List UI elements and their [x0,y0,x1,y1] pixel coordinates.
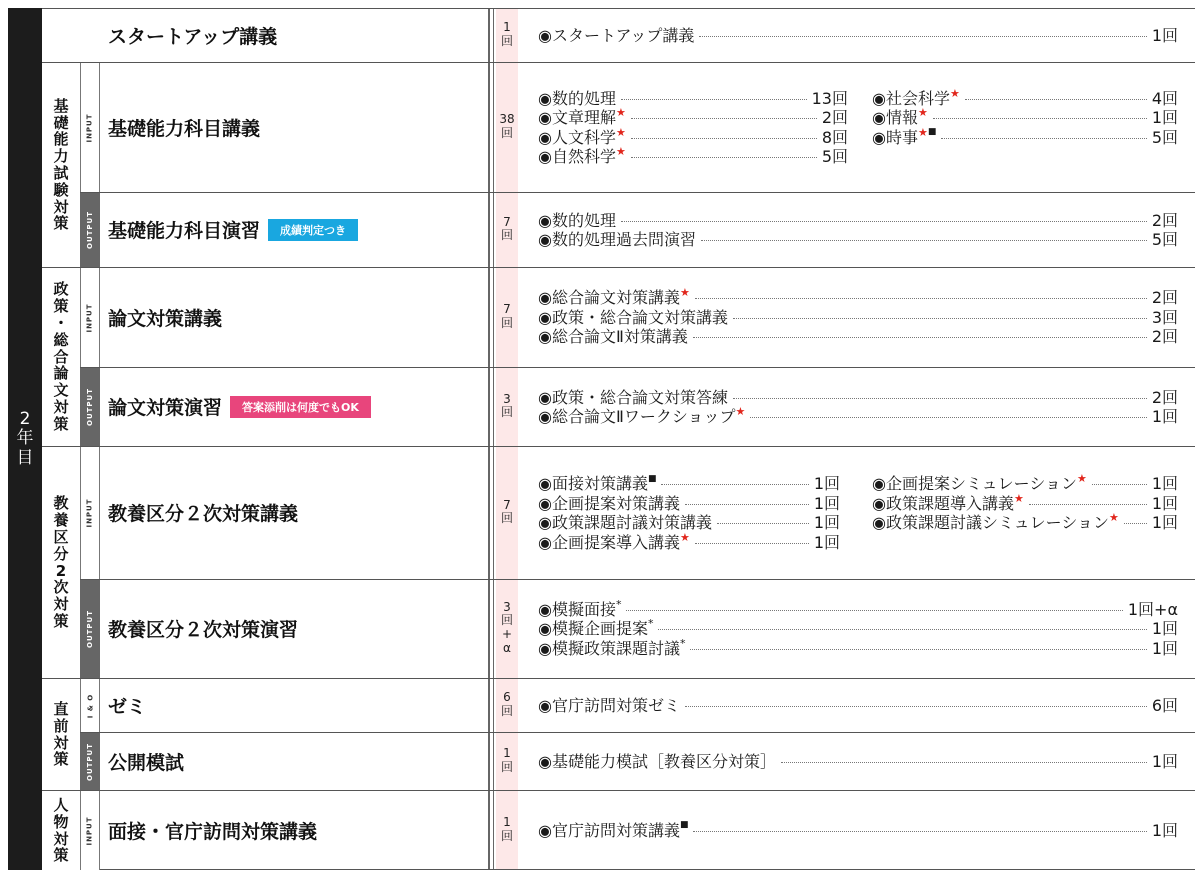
section-title [108,62,260,192]
category-label [42,62,80,267]
category-char: 合 [53,347,69,366]
category-label [42,678,80,790]
section-title-text: 基礎能力科目講義 [108,117,261,140]
item-name: ◉情報 [872,108,918,127]
item-name: ◉政策課題討議シミュレーション [872,513,1110,532]
section-title-text: ゼミ [108,695,147,718]
leader-dots [631,138,817,139]
leader-dots [695,298,1147,299]
leader-dots [699,36,1146,37]
list-item [872,88,1178,106]
session-count-char: 1 [503,20,511,34]
item-count: 5回 [1151,230,1178,249]
session-count-char: 回 [500,703,513,718]
session-count-char: 回 [500,511,513,526]
star-icon: ★ [917,125,928,139]
category-char: 養 [53,511,69,530]
section-title-text: 公開模試 [108,751,185,774]
list-item [538,493,840,511]
category-char: 策 [53,846,69,865]
item-count: 6回 [1151,695,1178,715]
item-count: 1回 [813,513,840,532]
leader-dots [695,543,809,544]
leader-dots [717,523,809,524]
item-name: ◉官庁訪問対策講義 [538,820,680,840]
item-count: 1回 [1151,474,1178,493]
item-count: 5回 [1151,127,1178,147]
item-name: ◉総合論文Ⅱワークショップ [538,407,736,426]
session-count-char: 7 [503,497,511,512]
io-tag-input [80,63,100,192]
leader-dots [750,417,1146,418]
section-title [108,267,222,367]
category-char: 策 [53,214,69,233]
year-label-char: 年 [16,428,34,449]
category-char: 物 [53,812,69,831]
leader-dots [693,831,1146,832]
category-char: 政 [53,280,69,299]
section-title [108,8,277,62]
io-tag-label: OUTPUT [86,388,94,426]
square-icon: ■ [927,127,937,137]
item-name: ◉模擬企画提案 [538,619,648,639]
item-name: ◉総合論文Ⅱ対策講義 [538,327,688,347]
section-title-text: 面接・官庁訪問対策講義 [108,820,318,843]
item-count: 13回 [811,88,848,108]
section-title [108,367,371,446]
category-char: 人 [53,795,69,814]
item-count: 1回 [1151,493,1178,513]
item-count: 2回 [1151,387,1178,407]
category-label [42,446,80,678]
item-name: ◉官庁訪問対策ゼミ [538,695,680,715]
section-title [108,579,298,678]
io-tag-label: INPUT [86,498,94,528]
category-char: 2 [55,561,67,580]
category-char: 験 [53,180,69,199]
item-count: 8回 [821,127,848,147]
leader-dots [661,484,808,485]
category-char: 礎 [53,113,69,132]
item-count: 1回+α [1127,599,1178,619]
category-char: 対 [53,733,69,752]
session-count-char: 1 [503,815,511,829]
item-count: 1回 [1151,108,1178,127]
item-name: ◉自然科学 [538,147,616,166]
category-char: 対 [53,595,69,614]
category-char: 総 [53,330,69,349]
item-count: 5回 [821,147,848,166]
item-name: ◉基礎能力模試［教養区分対策］ [538,751,776,771]
item-count: 1回 [813,474,840,493]
section-title [108,732,184,790]
item-name: ◉政策・総合論文対策講義 [538,307,728,327]
item-count: 1回 [1151,513,1178,532]
section-title-text: 教養区分２次対策講義 [108,503,299,525]
session-count [496,691,518,719]
session-count-char: 回 [500,33,513,48]
session-count [496,113,518,141]
category-char: 策 [53,297,69,316]
io-tag-input [80,791,100,870]
list-item [872,108,1178,126]
asterisk-icon: * [679,636,686,650]
item-count: 2回 [1151,327,1178,347]
star-icon: ★ [735,405,746,418]
category-char: 論 [53,364,69,383]
io-tag-label: INPUT [86,112,94,143]
category-label [42,267,80,446]
io-tag-label: INPUT [86,815,94,846]
list-item [538,820,1178,838]
list-item [538,599,1178,617]
list-item [538,695,1178,713]
square-icon: ■ [679,820,689,831]
category-char: 試 [53,164,69,182]
session-count-char: 回 [500,613,513,628]
item-name: ◉模擬面接 [538,599,616,619]
item-count: 4回 [1151,88,1178,108]
item-count: 1回 [1151,619,1178,639]
io-tag-output [80,193,100,267]
session-count-char: 回 [500,315,513,330]
star-icon: ★ [1109,511,1119,524]
session-count-char: 回 [500,405,513,420]
section-title [108,678,146,732]
list-item [538,751,1178,769]
item-name: ◉数的処理 [538,88,616,108]
session-count-char: 7 [503,214,511,229]
item-name: ◉スタートアップ講義 [538,25,695,45]
item-count: 1回 [1151,820,1178,840]
section-badge: 成績判定つき [268,219,358,241]
star-icon: ★ [615,125,626,139]
star-icon: ★ [615,145,626,158]
star-icon: ★ [949,86,960,100]
category-char: 対 [53,829,69,848]
item-count: 1回 [1151,638,1178,658]
category-char: 次 [53,578,69,597]
item-name: ◉時事 [872,127,918,147]
io-tag-io [80,679,100,732]
item-count: 2回 [1151,288,1178,308]
list-item [538,513,840,531]
io-tag-output [80,368,100,446]
session-count-char: + [501,627,513,642]
category-label [42,790,80,870]
leader-dots [685,706,1147,707]
leader-dots [781,762,1147,763]
year-label-char: 目 [16,447,34,468]
category-char: 分 [53,544,69,563]
section-title-text: 論文対策演習 [108,397,223,419]
session-count [496,816,518,844]
item-name: ◉企画提案対策講義 [538,493,680,513]
leader-dots [621,99,807,100]
leader-dots [965,99,1147,100]
category-char: ・ [53,314,69,332]
session-count [496,303,518,331]
category-char: 策 [53,750,69,769]
list-item [538,619,1178,637]
category-char: 能 [53,130,69,149]
item-name: ◉文章理解 [538,108,616,127]
list-item [538,532,840,550]
io-tag-input [80,447,100,579]
io-tag-output [80,733,100,790]
section-title-text: スタートアップ講義 [108,25,278,48]
category-char: 基 [53,96,69,115]
leader-dots [1124,523,1147,524]
leader-dots [631,157,817,158]
item-name: ◉政策・総合論文対策答練 [538,387,728,407]
leader-dots [941,138,1146,139]
section-title-text: 教養区分２次対策演習 [108,619,299,641]
item-name: ◉企画提案シミュレーション [872,474,1078,493]
category-char: 教 [53,494,69,513]
leader-dots [733,398,1147,399]
list-item [538,147,848,165]
session-count-char: 回 [500,228,513,243]
leader-dots [693,337,1147,338]
list-item [538,88,848,106]
session-count-char: 回 [500,125,513,140]
session-count-char: 3 [503,391,511,406]
leader-dots [626,610,1122,611]
asterisk-icon: * [647,617,654,631]
leader-dots [1092,484,1147,485]
year-label-char: 2 [19,408,31,429]
io-tag-label: I & O [86,693,95,718]
list-item [872,513,1178,531]
leader-dots [690,649,1146,650]
session-count-char: 回 [500,828,513,843]
list-item [538,307,1178,325]
item-count: 1回 [813,532,840,552]
list-item [872,474,1178,492]
category-char: 対 [53,197,69,216]
leader-dots [1029,504,1147,505]
item-name: ◉面接対策講義 [538,474,648,493]
star-icon: ★ [917,106,928,119]
item-count: 2回 [821,108,848,127]
star-icon: ★ [615,106,626,119]
list-item [538,474,840,492]
list-item [538,288,1178,306]
leader-dots [631,118,817,119]
item-name: ◉数的処理 [538,210,616,230]
list-item [872,493,1178,511]
section-title [108,192,358,267]
category-char: 区 [53,527,69,546]
list-item [538,108,848,126]
list-item [538,230,1178,248]
session-count [496,21,518,49]
section-title [108,790,317,870]
list-item [538,327,1178,345]
item-name: ◉総合論文対策講義 [538,288,680,308]
io-tag-label: OUTPUT [86,742,94,781]
category-char: 直 [53,699,69,718]
session-count [496,601,518,656]
leader-dots [685,504,809,505]
session-count-char: 7 [503,302,511,316]
star-icon: ★ [1013,491,1024,505]
io-tag-label: OUTPUT [86,211,94,249]
io-tag-label: OUTPUT [86,610,94,648]
item-name: ◉人文科学 [538,127,616,147]
list-item [872,127,1178,145]
list-item [538,127,848,145]
item-count: 1回 [1151,407,1178,426]
category-char: 力 [53,147,69,166]
section-badge: 答案添削は何度でもOK [230,396,371,418]
list-item [538,407,1178,425]
category-char: 策 [53,414,69,433]
star-icon: ★ [1077,472,1087,485]
io-tag-input [80,268,100,367]
io-tag-label: INPUT [86,302,94,333]
item-count: 2回 [1151,210,1178,230]
list-item [538,387,1178,405]
leader-dots [701,240,1147,241]
year-label [8,8,42,870]
leader-dots [733,318,1147,319]
io-tag-output [80,580,100,678]
item-name: ◉企画提案導入講義 [538,532,680,552]
item-name: ◉政策課題討議対策講義 [538,513,712,532]
category-char: 前 [53,716,69,735]
square-icon: ■ [647,473,657,484]
item-count: 1回 [1151,751,1178,771]
star-icon: ★ [679,286,690,300]
category-char: 対 [53,397,69,416]
category-char: 文 [53,381,69,400]
session-count [496,499,518,527]
list-item [538,25,1178,43]
section-title-text: 基礎能力科目演習 [108,220,261,242]
item-count: 1回 [1151,25,1178,45]
item-count: 1回 [813,493,840,513]
session-count-char: 38 [499,112,515,126]
section-title [108,446,298,579]
list-item [538,210,1178,228]
category-char: 策 [53,611,69,630]
session-count-char: 6 [503,690,511,704]
leader-dots [658,629,1146,630]
item-count: 3回 [1151,307,1178,327]
list-item [538,638,1178,656]
item-name: ◉社会科学 [872,88,950,108]
section-title-text: 論文対策講義 [108,307,223,330]
item-name: ◉模擬政策課題討議 [538,638,680,658]
session-count-char: 3 [503,599,511,614]
leader-dots [933,118,1147,119]
star-icon: ★ [679,530,690,544]
session-count [496,747,518,775]
leader-dots [621,221,1147,222]
session-count-char: 1 [503,746,511,760]
session-count-char: α [503,640,511,655]
session-count [496,393,518,421]
session-count-char: 回 [500,759,513,774]
session-count [496,216,518,244]
item-name: ◉政策課題導入講義 [872,493,1014,513]
item-name: ◉数的処理過去問演習 [538,230,696,249]
asterisk-icon: * [615,597,622,611]
